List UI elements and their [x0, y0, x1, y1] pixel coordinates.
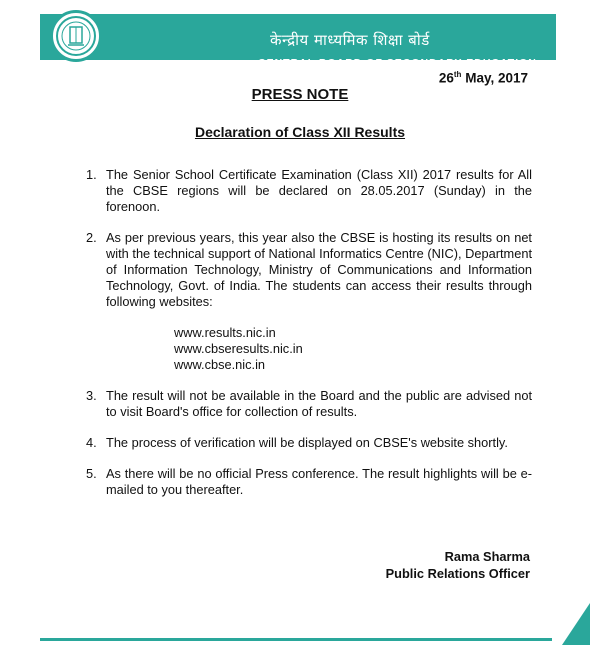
website-link[interactable]: www.cbse.nic.in [174, 357, 266, 372]
corner-accent [562, 603, 590, 645]
list-item [86, 466, 532, 498]
list-item [86, 167, 532, 215]
date-month-year: May, 2017 [461, 70, 528, 86]
board-name-english: CENTRAL BOARD OF SECONDARY EDUCATION [258, 57, 537, 69]
item-text: As there will be no official Press conference. The result highlights will be e-mailed to you thereafter. [106, 466, 532, 497]
signatory-name: Rama Sharma [444, 549, 530, 564]
list-item [86, 435, 532, 451]
item-text: The Senior School Certificate Examination (Class XII) 2017 results for All the CBSE regions will be declared on 28.05.2017 (Sunday) in the forenoon. [106, 167, 532, 214]
signature-block [386, 548, 530, 582]
item-number: 2. [86, 230, 97, 245]
page-subtitle: Declaration of Class XII Results [194, 124, 406, 140]
item-number: 5. [86, 466, 97, 481]
board-name-hindi: केन्द्रीय माध्यमिक शिक्षा बोर्ड [270, 31, 430, 49]
item-text: As per previous years, this year also the CBSE is hosting its results on net with the technical support of National Informatics Centre (NIC), Department of Information Technology, Ministry of Communications and Information Technology, Govt. of India. The students can access their results through following websites: [106, 230, 532, 309]
item-number: 4. [86, 435, 97, 450]
letterhead-band [40, 14, 556, 69]
website-link[interactable]: www.results.nic.in [174, 325, 276, 340]
website-list [174, 325, 532, 373]
list-item [86, 388, 532, 420]
date-suffix: th [453, 70, 462, 79]
page-title: PRESS NOTE [251, 86, 349, 103]
date-day: 26 [438, 70, 454, 86]
press-note-date [439, 70, 528, 86]
item-number: 1. [86, 167, 97, 182]
footer-divider [40, 638, 552, 641]
signatory-designation: Public Relations Officer [385, 566, 530, 581]
item-text: The result will not be available in the Board and the public are advised not to visit Board's office for collection of results. [106, 388, 532, 419]
list-item [86, 230, 532, 310]
cbse-emblem-icon [50, 10, 102, 62]
press-note-body [86, 167, 532, 498]
item-number: 3. [86, 388, 97, 403]
website-link[interactable]: www.cbseresults.nic.in [174, 341, 303, 356]
item-text: The process of verification will be displayed on CBSE's website shortly. [106, 435, 508, 450]
